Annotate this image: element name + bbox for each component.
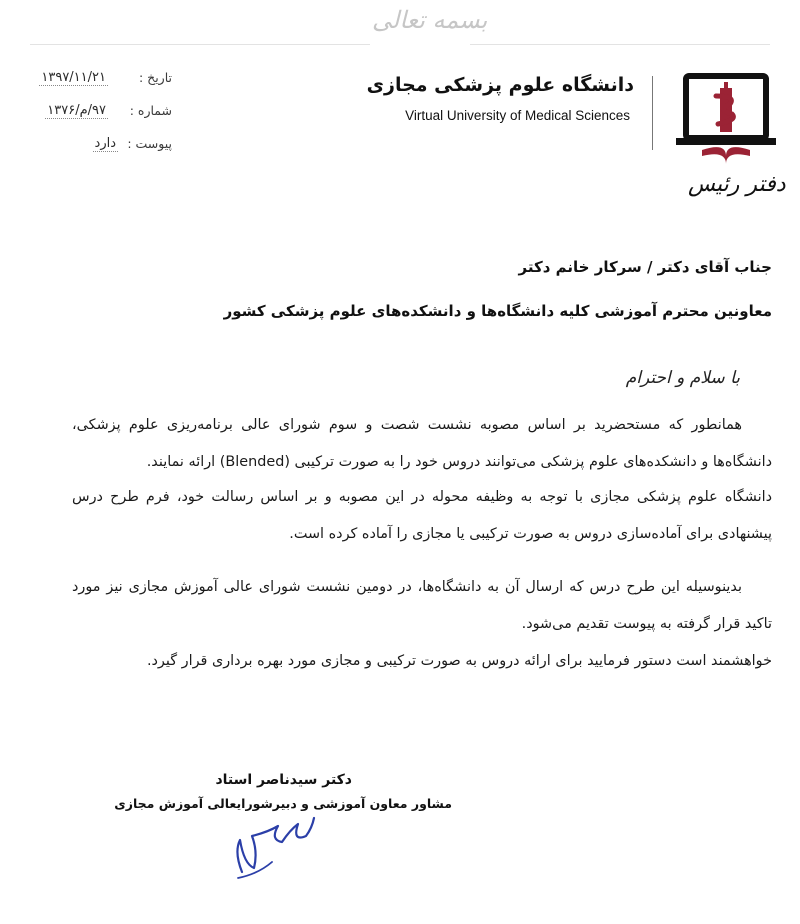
attachment-field	[12, 136, 172, 154]
body-paragraph-4: خواهشمند است دستور فرمایید برای ارائه دروس به صورت ترکیبی و مجازی مورد بهره برداری قرار گیرد.	[146, 653, 772, 669]
date-field	[12, 70, 172, 88]
bismillah-calligraphy: بسمه تعالی	[372, 6, 488, 34]
header-divider	[470, 44, 770, 45]
body-paragraph-2: دانشگاه علوم پزشکی مجازی با توجه به وظیفه محوله در این مصوبه و بر اساس رسالت خود، فرم طرح درس پیشنهادی برای آماده‌سازی دروس به صورت ترکیبی یا مجازی را آماده کرده است.	[72, 489, 772, 542]
number-field	[12, 103, 172, 121]
date-label: تاریخ :	[138, 70, 172, 85]
recipient-line-2: معاونین محترم آموزشی کلیه دانشگاه‌ها و دانشکده‌های علوم پزشکی کشور	[223, 302, 772, 320]
university-name-fa: دانشگاه علوم پزشکی مجازی	[366, 74, 634, 96]
greeting: با سلام و احترام	[625, 368, 740, 388]
header-separator	[652, 76, 653, 150]
number-value: ۹۷/م/۱۳۷۶	[47, 103, 106, 118]
date-value: ۱۳۹۷/۱۱/۲۱	[41, 70, 106, 85]
university-name-en: Virtual University of Medical Sciences	[405, 108, 630, 123]
attachment-value: دارد	[94, 136, 116, 151]
attachment-label: پیوست :	[127, 136, 172, 151]
university-logo	[672, 72, 780, 168]
recipient-line-1: جناب آقای دکتر / سرکار خانم دکتر	[518, 258, 772, 276]
signer-title: مشاور معاون آموزشی و دبیرشورایعالی آموزش مجازی	[114, 796, 452, 811]
header-divider	[30, 44, 370, 45]
body-paragraph-1: همانطور که مستحضرید بر اساس مصوبه نشست شصت و سوم شورای عالی برنامه‌ریزی علوم پزشکی، دانشگاه‌ها و دانشکده‌های علوم پزشکی می‌توانند دروس خود را به صورت ترکیبی (Blended) ارائه نمایند.	[72, 417, 772, 470]
handwritten-signature	[228, 812, 318, 882]
number-label: شماره :	[129, 103, 172, 118]
body-paragraph-3: بدینوسیله این طرح درس که ارسال آن به دانشگاه‌ها، در دومین نشست شورای عالی آموزش مجازی نیز مورد تاکید قرار گرفته به پیوست تقدیم می‌شود.	[72, 579, 772, 632]
office-label: دفتر رئیس	[688, 172, 786, 197]
signer-name: دکتر سیدناصر استاد	[215, 772, 352, 788]
